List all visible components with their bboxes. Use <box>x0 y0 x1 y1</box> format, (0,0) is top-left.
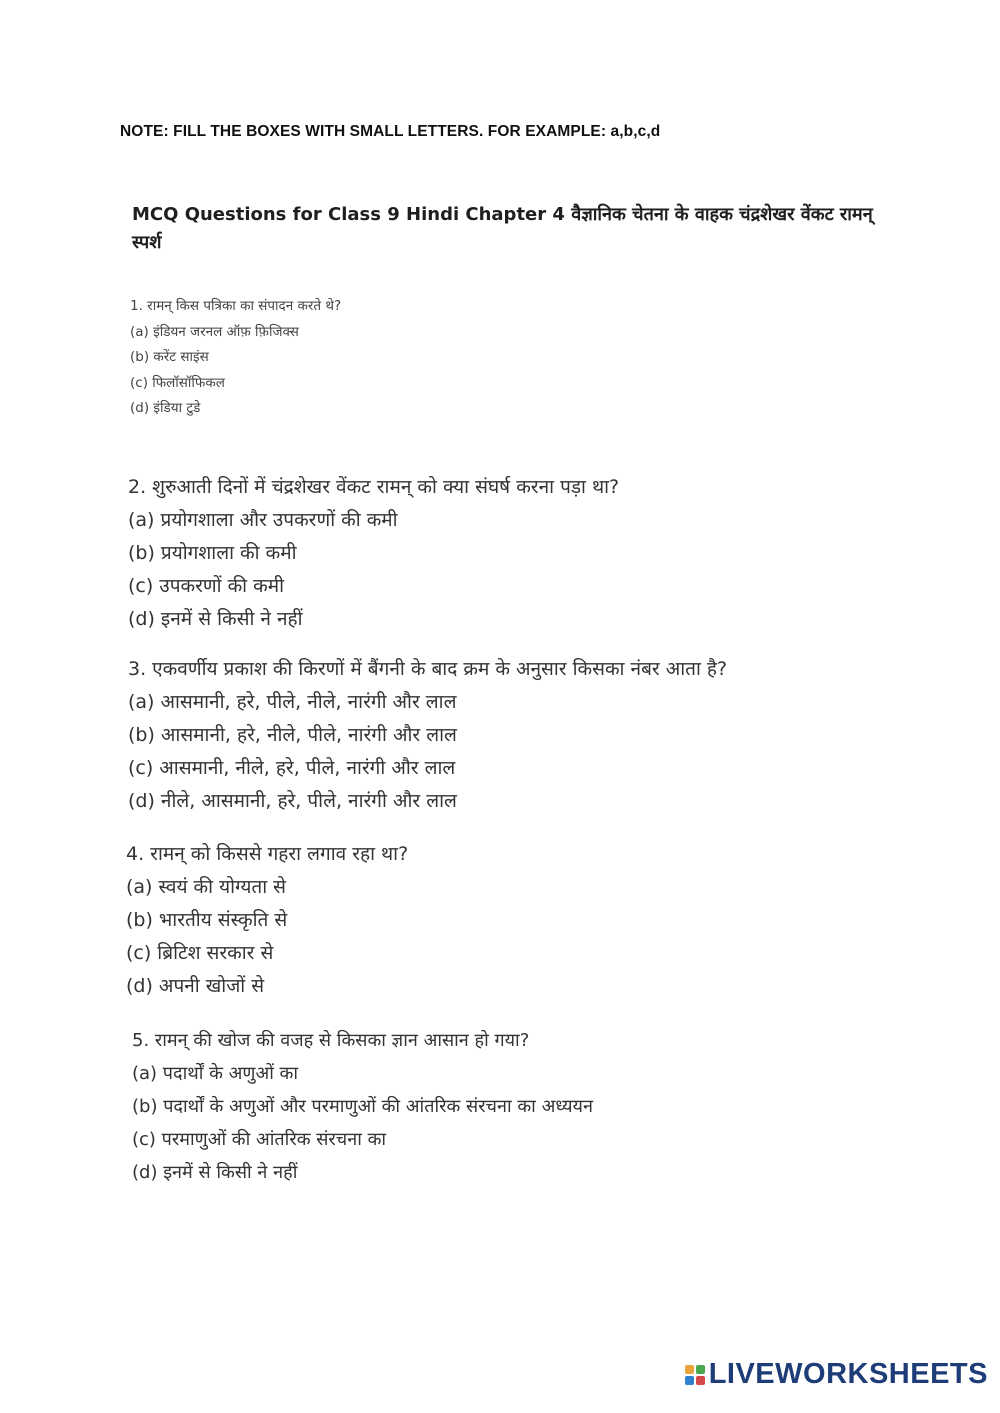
option-d: (d) नीले, आसमानी, हरे, पीले, नारंगी और लाल <box>128 790 457 812</box>
question-1 <box>130 294 341 422</box>
worksheet-title: MCQ Questions for Class 9 Hindi Chapter 4 वैज्ञानिक चेतना के वाहक चंद्रशेखर वेंकट रामन् स्पर्श <box>132 204 873 253</box>
liveworksheets-logo <box>685 1358 988 1391</box>
option-a: (a) इंडियन जरनल ऑफ़ फ़िजिक्स <box>130 323 299 340</box>
option-d: (d) इनमें से किसी ने नहीं <box>132 1162 298 1183</box>
logo-mark-tile <box>696 1376 705 1385</box>
option-c: (c) उपकरणों की कमी <box>128 575 285 597</box>
question-4 <box>126 838 408 1003</box>
question-3 <box>128 653 727 818</box>
option-a: (a) आसमानी, हरे, पीले, नीले, नारंगी और लाल <box>128 691 457 713</box>
option-a: (a) प्रयोगशाला और उपकरणों की कमी <box>128 509 398 531</box>
option-b: (b) पदार्थों के अणुओं और परमाणुओं की आंतरिक संरचना का अध्ययन <box>132 1096 593 1117</box>
option-b: (b) करेंट साइंस <box>130 349 209 365</box>
question-stem: 4. रामन् को किससे गहरा लगाव रहा था? <box>126 843 409 865</box>
option-a: (a) पदार्थों के अणुओं का <box>132 1063 299 1084</box>
question-stem: 2. शुरुआती दिनों में चंद्रशेखर वेंकट रामन् को क्या संघर्ष करना पड़ा था? <box>128 476 620 498</box>
option-b: (b) भारतीय संस्कृति से <box>126 909 288 931</box>
logo-text: LIVEWORKSHEETS <box>708 1358 988 1390</box>
option-c: (c) फिलॉसॉफिकल <box>130 374 225 391</box>
logo-mark-tile <box>685 1376 694 1385</box>
option-d: (d) अपनी खोजों से <box>126 975 265 997</box>
question-stem: 1. रामन् किस पत्रिका का संपादन करते थे? <box>130 298 342 314</box>
option-a: (a) स्वयं की योग्यता से <box>126 876 287 898</box>
question-stem: 5. रामन् की खोज की वजह से किसका ज्ञान आसान हो गया? <box>132 1030 530 1051</box>
instruction-note: NOTE: FILL THE BOXES WITH SMALL LETTERS. FOR EXAMPLE: a,b,c,d <box>120 123 661 140</box>
option-b: (b) प्रयोगशाला की कमी <box>128 542 297 564</box>
question-2 <box>128 471 619 636</box>
option-d: (d) इनमें से किसी ने नहीं <box>128 608 303 630</box>
question-5 <box>132 1024 593 1189</box>
question-stem: 3. एकवर्णीय प्रकाश की किरणों में बैंगनी के बाद क्रम के अनुसार किसका नंबर आता है? <box>128 658 728 680</box>
option-c: (c) परमाणुओं की आंतरिक संरचना का <box>132 1129 387 1150</box>
option-c: (c) आसमानी, नीले, हरे, पीले, नारंगी और लाल <box>128 757 456 779</box>
option-c: (c) ब्रिटिश सरकार से <box>126 942 274 964</box>
option-b: (b) आसमानी, हरे, नीले, पीले, नारंगी और लाल <box>128 724 457 746</box>
option-d: (d) इंडिया टुडे <box>130 400 201 416</box>
logo-mark-tile <box>685 1365 694 1374</box>
logo-mark-icon <box>685 1365 705 1385</box>
logo-mark-tile <box>696 1365 705 1374</box>
